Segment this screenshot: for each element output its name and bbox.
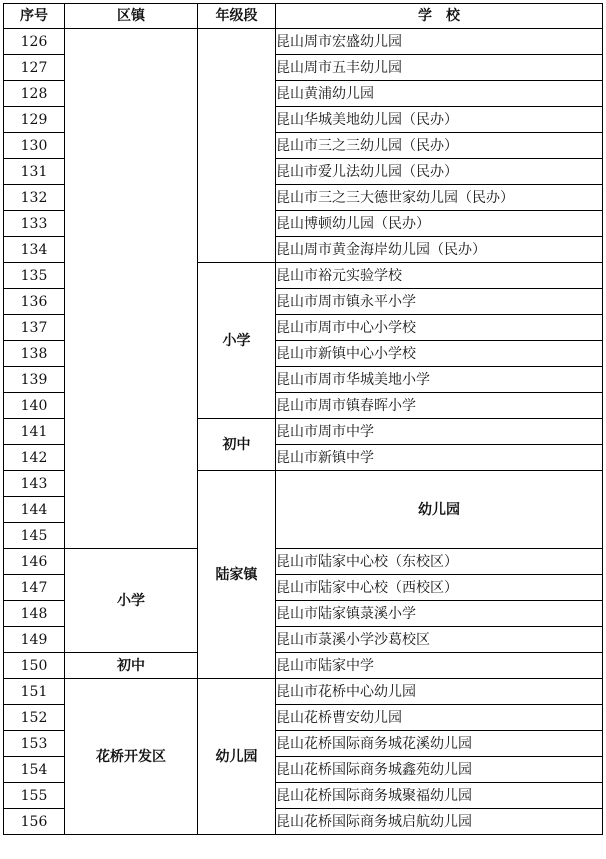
row-number: 132 [4,185,65,211]
school-name: 昆山市陆家中学 [276,653,603,679]
school-name: 昆山黄浦幼儿园 [276,81,603,107]
row-number: 152 [4,705,65,731]
school-name: 昆山华城美地幼儿园（民办） [276,107,603,133]
grade-level-cell: 小学 [198,263,276,419]
row-number: 155 [4,783,65,809]
school-name: 昆山市新镇中学 [276,445,603,471]
school-name: 昆山市陆家中心校（西校区） [276,575,603,601]
grade-level-cell: 幼儿园 [198,679,276,835]
row-number: 136 [4,289,65,315]
school-name: 昆山花桥国际商务城启航幼儿园 [276,809,603,835]
header-row [4,4,603,29]
row-number: 147 [4,575,65,601]
table-row [4,653,603,679]
row-number: 130 [4,133,65,159]
row-number: 128 [4,81,65,107]
row-number: 156 [4,809,65,835]
header-number: 序号 [4,4,65,29]
school-name: 昆山市周市镇永平小学 [276,289,603,315]
header-school: 学 校 [276,4,603,29]
row-number: 149 [4,627,65,653]
row-number: 151 [4,679,65,705]
school-name: 昆山周市黄金海岸幼儿园（民办） [276,237,603,263]
row-number: 154 [4,757,65,783]
school-name: 昆山周市宏盛幼儿园 [276,29,603,55]
table-body [4,29,603,835]
school-list-table [3,3,603,835]
school-name: 昆山市裕元实验学校 [276,263,603,289]
school-name: 昆山市周市华城美地小学 [276,367,603,393]
row-number: 131 [4,159,65,185]
school-name: 昆山市陆家镇菉溪小学 [276,601,603,627]
row-number: 153 [4,731,65,757]
row-number: 138 [4,341,65,367]
row-number: 142 [4,445,65,471]
district-cell: 花桥开发区 [65,679,198,835]
row-number: 148 [4,601,65,627]
row-number: 129 [4,107,65,133]
table-row [4,679,603,705]
district-cell: 陆家镇 [198,471,276,679]
row-number: 127 [4,55,65,81]
school-name: 昆山市周市镇春晖小学 [276,393,603,419]
row-number: 133 [4,211,65,237]
school-name: 昆山市三之三幼儿园（民办） [276,133,603,159]
school-name: 昆山市陆家中心校（东校区） [276,549,603,575]
header-grade: 年级段 [198,4,276,29]
table-header [4,4,603,29]
school-name: 昆山花桥国际商务城鑫苑幼儿园 [276,757,603,783]
row-number: 144 [4,497,65,523]
table-row [4,29,603,55]
school-name: 昆山市周市中心小学校 [276,315,603,341]
school-name: 昆山市新镇中心小学校 [276,341,603,367]
school-name: 昆山花桥国际商务城花溪幼儿园 [276,731,603,757]
row-number: 150 [4,653,65,679]
row-number: 145 [4,523,65,549]
row-number: 134 [4,237,65,263]
grade-level-cell: 初中 [198,419,276,471]
row-number: 137 [4,315,65,341]
school-name: 昆山市周市中学 [276,419,603,445]
row-number: 126 [4,29,65,55]
school-name: 昆山市爱儿法幼儿园（民办） [276,159,603,185]
grade-level-cell: 小学 [65,549,198,653]
row-number: 146 [4,549,65,575]
grade-level-cell [198,29,276,263]
row-number: 143 [4,471,65,497]
row-number: 139 [4,367,65,393]
table-row [4,549,603,575]
district-cell [65,29,198,549]
school-name: 昆山周市五丰幼儿园 [276,55,603,81]
row-number: 135 [4,263,65,289]
grade-level-cell: 幼儿园 [276,471,603,549]
row-number: 141 [4,419,65,445]
school-name: 昆山博顿幼儿园（民办） [276,211,603,237]
school-name: 昆山市菉溪小学沙葛校区 [276,627,603,653]
school-name: 昆山花桥国际商务城聚福幼儿园 [276,783,603,809]
school-name: 昆山市三之三大德世家幼儿园（民办） [276,185,603,211]
school-name: 昆山市花桥中心幼儿园 [276,679,603,705]
row-number: 140 [4,393,65,419]
grade-level-cell: 初中 [65,653,198,679]
school-name: 昆山花桥曹安幼儿园 [276,705,603,731]
header-district: 区镇 [65,4,198,29]
